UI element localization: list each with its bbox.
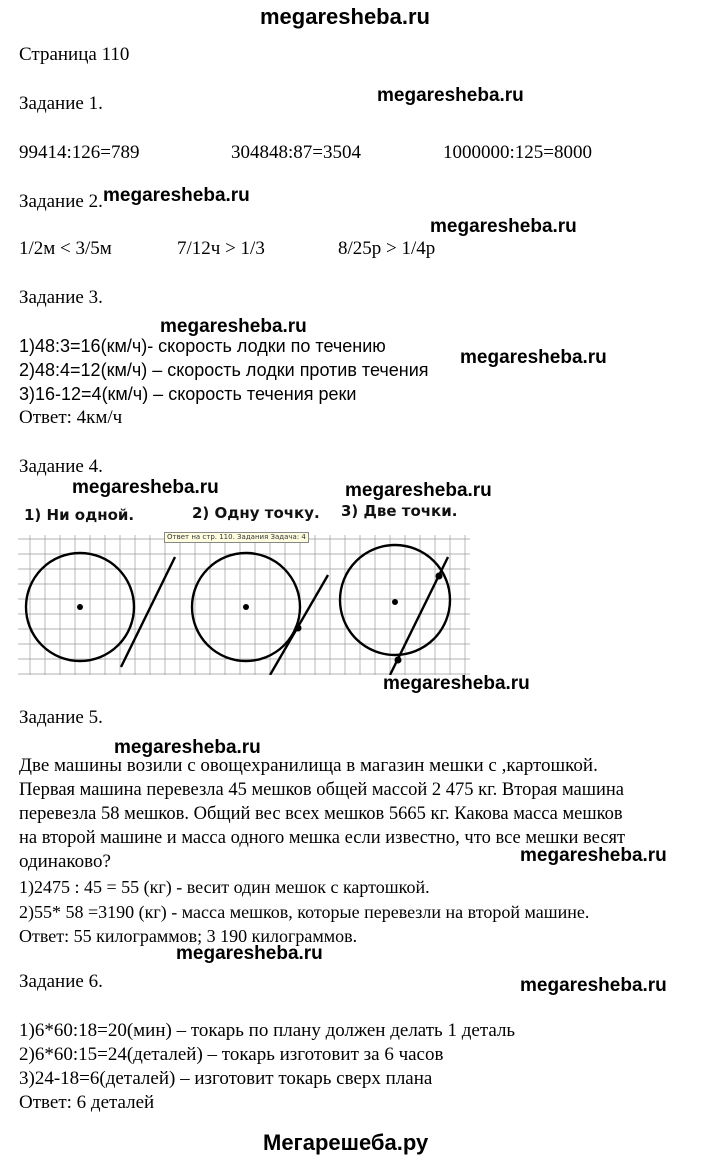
task4-caption-3: 3) Две точки. [341, 502, 458, 520]
task3-line-1: 1)48:3=16(км/ч)- скорость лодки по течению [19, 336, 386, 356]
task5-title: Задание 5. [19, 707, 103, 728]
page-label: Страница 110 [19, 44, 130, 65]
watermark: megaresheba.ru [160, 316, 307, 337]
task2-compare-1: 1/2м < 3/5м [19, 238, 112, 259]
task6-title: Задание 6. [19, 971, 103, 992]
watermark: megaresheba.ru [114, 737, 261, 758]
task5-line-5: одинаково? [19, 851, 111, 872]
task6-line-3: 3)24-18=6(деталей) – изготовит токарь сверх плана [19, 1068, 433, 1089]
task5-line-6: 1)2475 : 45 = 55 (кг) - весит один мешок с картошкой. [19, 877, 430, 897]
task5-line-2: Первая машина перевезла 45 мешков общей массой 2 475 кг. Вторая машина [19, 780, 624, 800]
task4-caption-1: 1) Ни одной. [24, 506, 135, 524]
center-point-2 [243, 604, 249, 610]
task3-line-3: 3)16-12=4(км/ч) – скорость течения реки [19, 384, 357, 404]
task5-line-4: на второй машине и масса одного мешка если известно, что все мешки весят [19, 828, 626, 848]
watermark: megaresheba.ru [345, 480, 492, 501]
task3-title: Задание 3. [19, 287, 103, 308]
task6-line-1: 1)6*60:18=20(мин) – токарь по плану должен делать 1 деталь [19, 1020, 516, 1041]
task3-line-2: 2)48:4=12(км/ч) – скорость лодки против течения [19, 360, 429, 380]
watermark: megaresheba.ru [377, 85, 524, 106]
watermark: megaresheba.ru [520, 845, 667, 866]
task3-answer: Ответ: 4км/ч [19, 407, 123, 428]
center-point-3 [392, 599, 398, 605]
task4-figure [18, 495, 470, 675]
intersection-point-1 [436, 573, 443, 580]
task2-compare-3: 8/25р > 1/4р [338, 238, 436, 259]
task4-title: Задание 4. [19, 456, 103, 477]
line-1-no-intersection [121, 557, 175, 667]
task1-title: Задание 1. [19, 93, 103, 114]
task6-answer: Ответ: 6 деталей [19, 1092, 155, 1113]
watermark: megaresheba.ru [103, 185, 250, 206]
task1-expr-1: 99414:126=789 [19, 142, 140, 163]
tangent-point [295, 625, 302, 632]
watermark: megaresheba.ru [430, 216, 577, 237]
footer-site-title: Мегарешеба.ру [263, 1130, 429, 1155]
intersection-point-2 [395, 657, 402, 664]
watermark: megaresheba.ru [383, 673, 530, 694]
task4-caption-2: 2) Одну точку. [192, 504, 320, 522]
watermark: megaresheba.ru [72, 477, 219, 498]
watermark: megaresheba.ru [520, 975, 667, 996]
task6-line-2: 2)6*60:15=24(деталей) – токарь изготовит за 6 часов [19, 1044, 444, 1065]
task5-answer: Ответ: 55 килограммов; 3 190 килограммов. [19, 926, 358, 946]
task2-title: Задание 2. [19, 191, 103, 212]
watermark: megaresheba.ru [176, 943, 323, 964]
task2-compare-2: 7/12ч > 1/3 [177, 238, 265, 259]
center-point-1 [77, 604, 83, 610]
task5-line-7: 2)55* 58 =3190 (кг) - масса мешков, которые перевезли на второй машине. [19, 902, 590, 922]
watermark: megaresheba.ru [460, 347, 607, 368]
task5-line-1: Две машины возили с овощехранилища в магазин мешки с ,картошкой. [19, 755, 598, 776]
task1-expr-3: 1000000:125=8000 [443, 142, 592, 163]
task4-tooltip: Ответ на стр. 110. Задания Задача: 4 [164, 532, 309, 543]
task5-line-3: перевезла 58 мешков. Общий вес всех мешков 5665 кг. Какова масса мешков [19, 804, 623, 824]
header-site-title: megaresheba.ru [260, 4, 430, 29]
task1-expr-2: 304848:87=3504 [231, 142, 361, 163]
